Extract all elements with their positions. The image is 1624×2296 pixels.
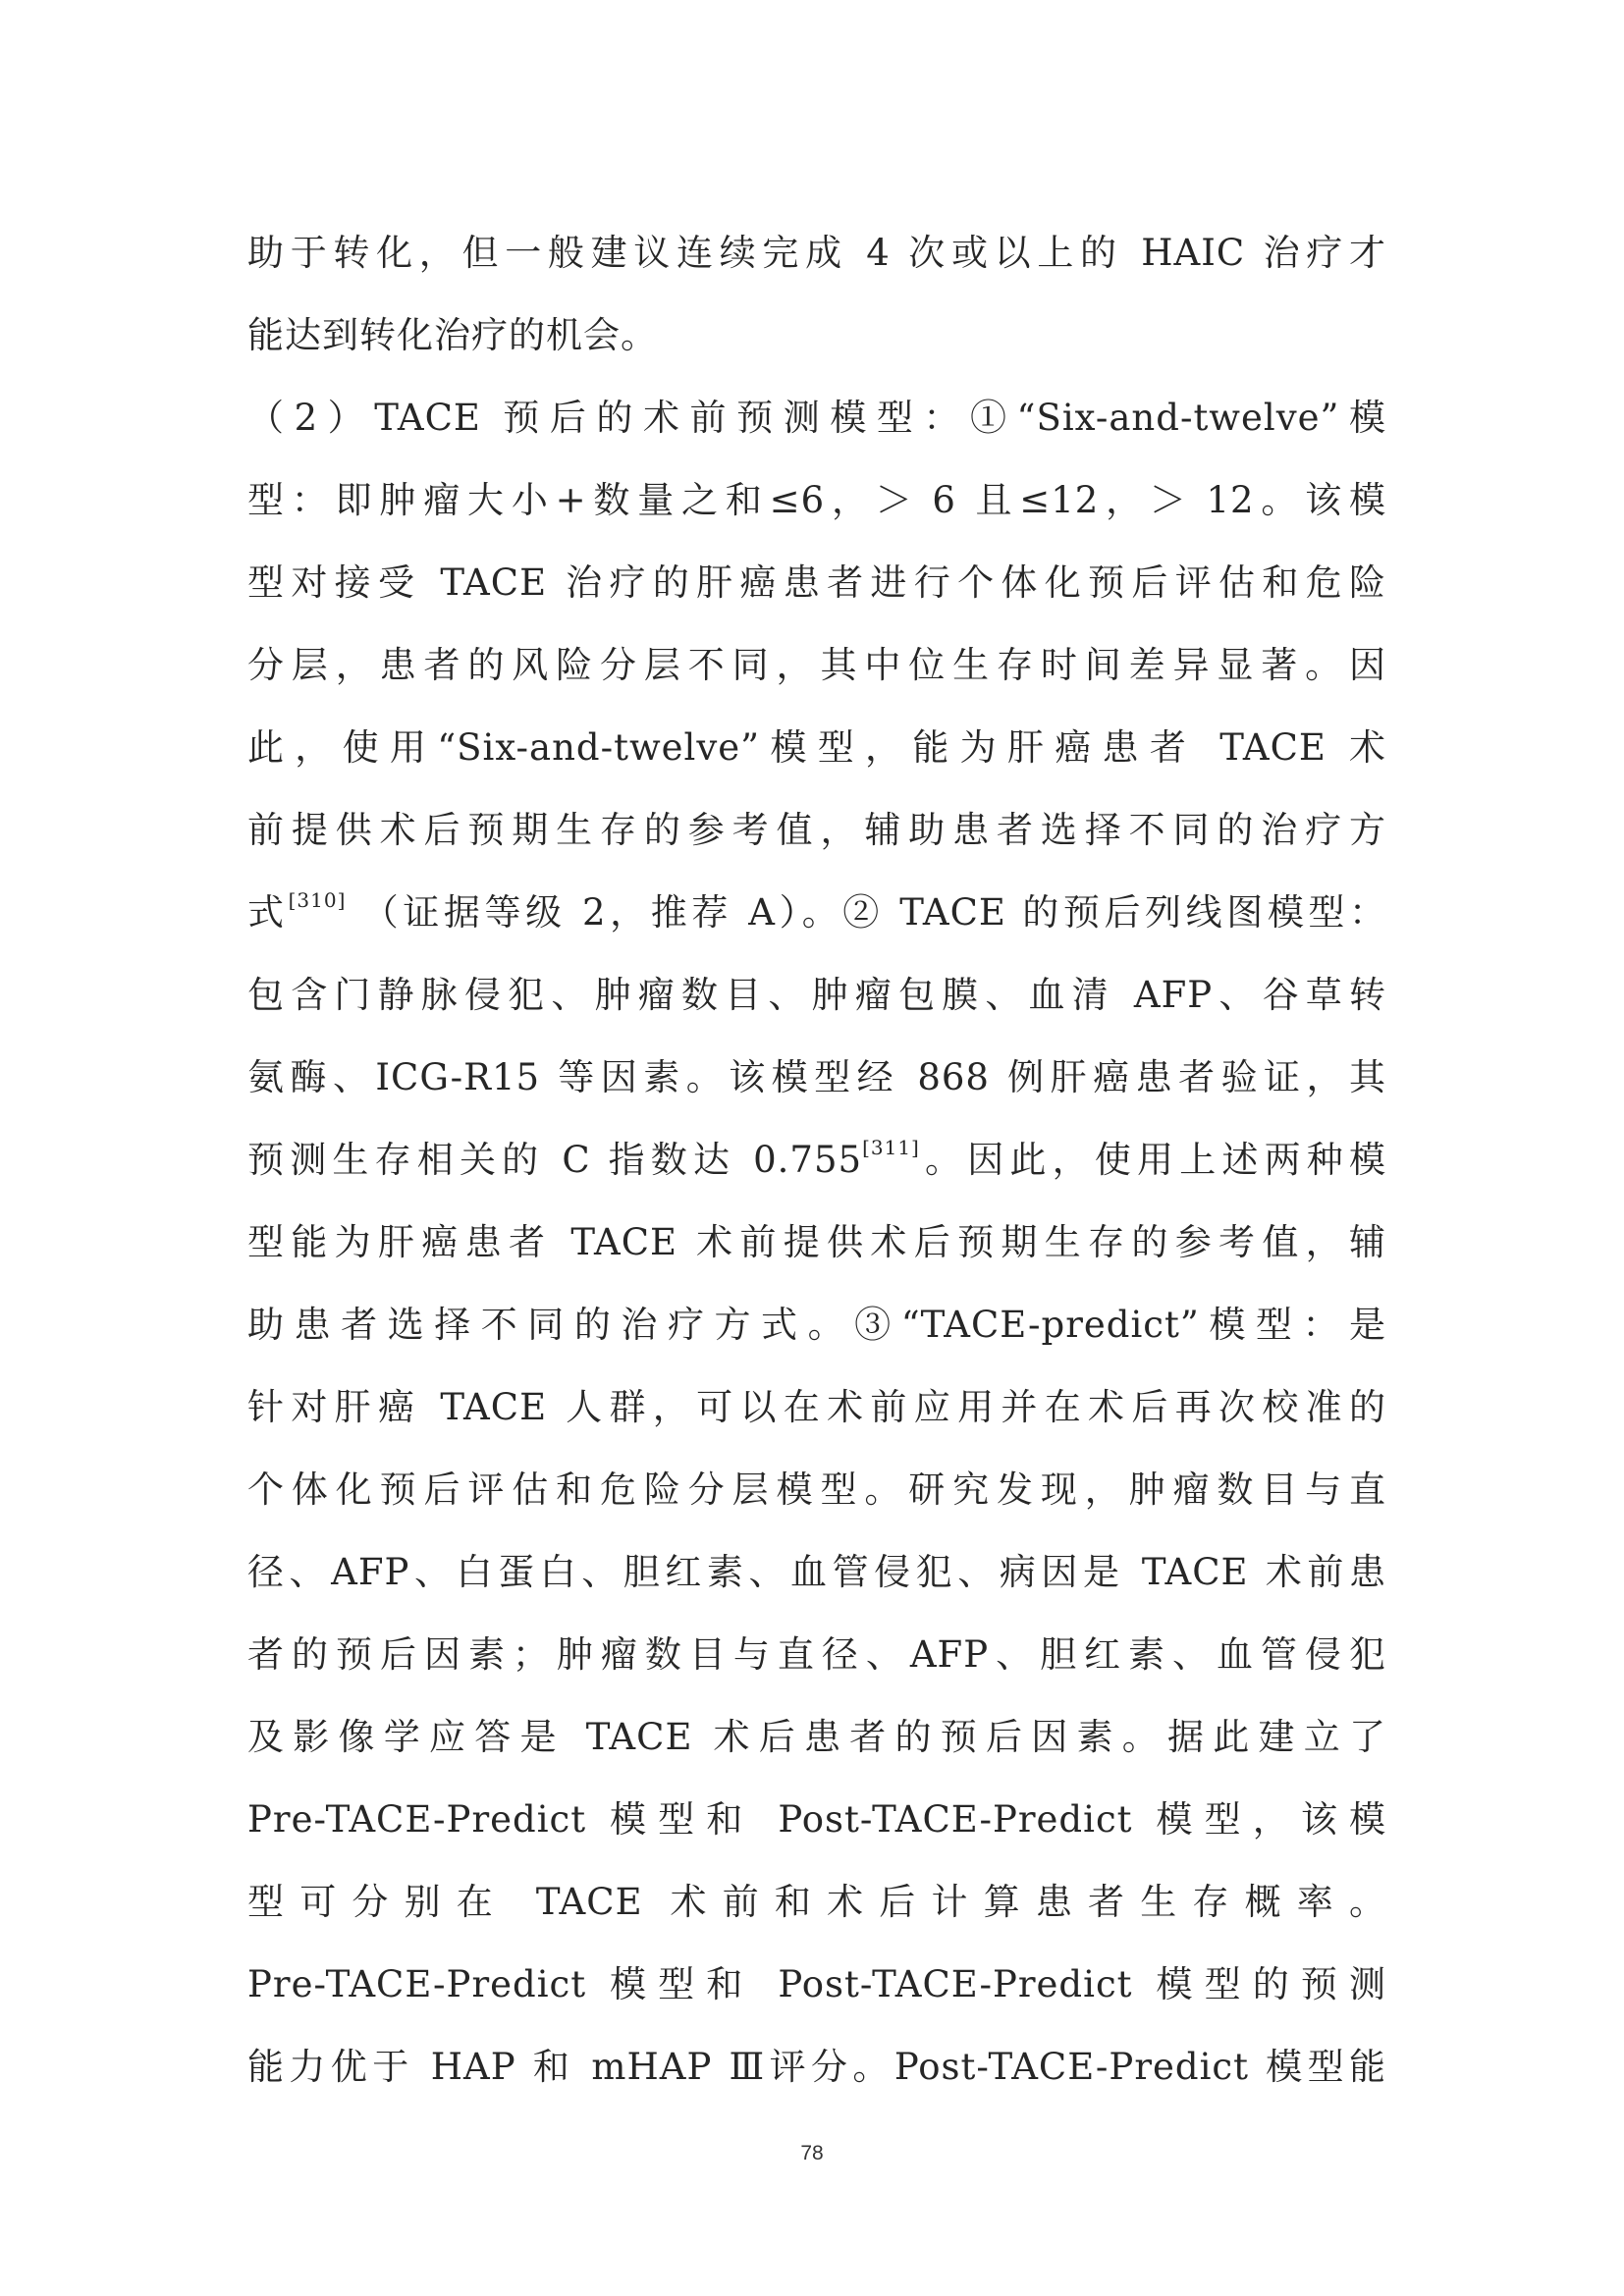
text-segment: 预测生存相关的 C 指数达 0.755 — [247, 1139, 863, 1181]
text-line: 个体化预后评估和危险分层模型。研究发现，肿瘤数目与直 — [247, 1468, 1386, 1511]
text-line: 型对接受 TACE 治疗的肝癌患者进行个体化预后评估和危险 — [247, 561, 1386, 604]
body-text — [247, 212, 1386, 2109]
citation-311: [311] — [862, 1136, 920, 1159]
text-line: 者的预后因素；肿瘤数目与直径、AFP、胆红素、血管侵犯 — [247, 1633, 1386, 1676]
text-segment: 。因此，使用上述两种模 — [919, 1139, 1386, 1181]
text-line: 及影像学应答是 TACE 术后患者的预后因素。据此建立了 — [247, 1716, 1386, 1758]
text-line: （2）TACE 预后的术前预测模型：①“Six-and-twelve”模 — [247, 397, 1386, 439]
text-line: Pre-TACE-Predict 模型和 Post-TACE-Predict 模型的预测 — [247, 1963, 1386, 2005]
text-segment: 式 — [247, 891, 289, 934]
text-line: 助患者选择不同的治疗方式。③“TACE-predict”模型：是 — [247, 1304, 1386, 1346]
text-line: 针对肝癌 TACE 人群，可以在术前应用并在术后再次校准的 — [247, 1386, 1386, 1428]
page-number: 78 — [800, 2142, 824, 2164]
text-line: 氨酶、ICG-R15 等因素。该模型经 868 例肝癌患者验证，其 — [247, 1056, 1386, 1098]
text-line-with-citation — [247, 1119, 1386, 1201]
text-line: 型：即肿瘤大小+数量之和≤6，＞ 6 且≤12，＞ 12。该模 — [247, 479, 1386, 521]
text-line: 径、AFP、白蛋白、胆红素、血管侵犯、病因是 TACE 术前患 — [247, 1551, 1386, 1593]
text-line: Pre-TACE-Predict 模型和 Post-TACE-Predict 模型，该模 — [247, 1798, 1386, 1841]
text-line: 包含门静脉侵犯、肿瘤数目、肿瘤包膜、血清 AFP、谷草转 — [247, 974, 1386, 1016]
citation-310: [310] — [288, 888, 347, 912]
text-segment: （证据等级 2，推荐 A）。② TACE 的预后列线图模型： — [346, 891, 1386, 934]
text-line-with-citation — [247, 872, 1386, 954]
text-line: 前提供术后预期生存的参考值，辅助患者选择不同的治疗方 — [247, 809, 1386, 851]
text-line: 分层，患者的风险分层不同，其中位生存时间差异显著。因 — [247, 644, 1386, 686]
text-line: 型能为肝癌患者 TACE 术前提供术后预期生存的参考值，辅 — [247, 1221, 1386, 1263]
text-line: 能力优于 HAP 和 mHAP Ⅲ评分。Post-TACE-Predict 模型能 — [247, 2046, 1386, 2088]
text-line: 能达到转化治疗的机会。 — [247, 314, 658, 356]
text-line: 助于转化，但一般建议连续完成 4 次或以上的 HAIC 治疗才 — [247, 232, 1386, 274]
text-line: 型可分别在 TACE 术前和术后计算患者生存概率。 — [247, 1881, 1386, 1923]
text-line: 此，使用“Six-and-twelve”模型，能为肝癌患者 TACE 术 — [247, 726, 1386, 769]
